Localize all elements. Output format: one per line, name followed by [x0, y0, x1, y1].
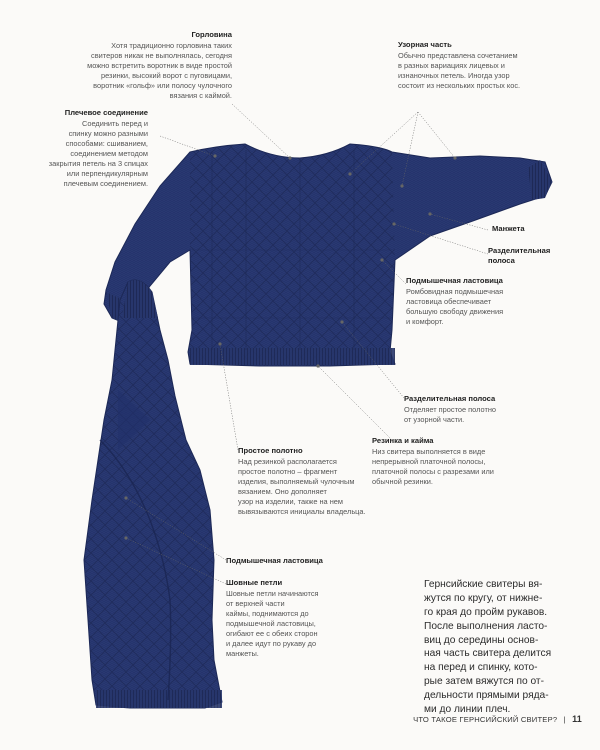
- annotation-title: Узорная часть: [398, 40, 452, 49]
- annotation-text: Низ свитера выполняется в виде: [372, 447, 486, 457]
- annotation-text: непрерывной платочной полосы,: [372, 457, 486, 467]
- body-line: ми до линии плеч.: [424, 703, 511, 715]
- annotation-text: вязания с каймой.: [169, 90, 232, 100]
- annotation-text: обычной резинки.: [372, 476, 433, 486]
- annotation-text: изнаночных петель. Иногда узор: [398, 71, 510, 81]
- annotation-cuff: [492, 224, 572, 235]
- annotation-gusset-top: [406, 276, 546, 327]
- annotation-text: или перпендикулярным: [66, 168, 148, 178]
- body-line: Гернсийские свитеры вя-: [424, 579, 543, 590]
- body-line: виц до середины основ-: [424, 634, 539, 646]
- annotation-title: Подмышечная ластовица: [406, 276, 503, 285]
- annotation-shoulder: [28, 108, 148, 189]
- annotation-text: платочной полосы с разрезами или: [372, 467, 494, 477]
- body-line: рые затем вяжутся по от-: [424, 676, 544, 688]
- annotation-title: Разделительная полоса: [404, 394, 496, 403]
- annotation-text: от верхней части: [226, 599, 285, 609]
- annotation-text: Над резинкой располагается: [238, 457, 337, 467]
- body-line: го края до пройм рукавов.: [424, 606, 548, 618]
- annotation-text: можно встретить воротник в виде простой: [87, 61, 232, 71]
- annotation-title: Резинка и кайма: [372, 436, 434, 445]
- annotation-text: свитеров никак не выполнялась, сегодня: [91, 51, 232, 61]
- annotation-text: и далее идут по рукаву до: [226, 638, 317, 648]
- annotation-text: вывязываются инициалы владельца.: [238, 506, 366, 516]
- annotation-text: от узорной части.: [404, 415, 465, 425]
- annotation-divider-strip-top: [488, 246, 568, 267]
- annotation-text: Ромбовидная подмышечная: [406, 287, 504, 297]
- footer-separator: |: [563, 715, 566, 724]
- annotation-text: способами: сшиванием,: [65, 139, 148, 149]
- annotation-neckline: [62, 30, 232, 101]
- annotation-text: большую свободу движения: [406, 307, 504, 317]
- annotation-text: простое полотно – фрагмент: [238, 467, 338, 477]
- annotation-welt: [372, 436, 552, 487]
- annotation-text: вязанием. Оно дополняет: [238, 486, 327, 496]
- annotation-pattern: [398, 40, 548, 91]
- annotation-title: Подмышечная ластовица: [226, 556, 323, 565]
- annotation-title: Плечевое соединение: [64, 108, 148, 117]
- annotation-text: резинки, высокий ворот с пуговицами,: [101, 70, 232, 80]
- annotation-text: воротник «гольф» или полосу чулочного: [93, 80, 232, 90]
- annotation-text: закрытия петель на 3 спицах: [48, 158, 148, 168]
- page-footer: [413, 714, 582, 724]
- annotation-text: Отделяет простое полотно: [404, 405, 497, 415]
- annotation-text: Шовные петли начинаются: [226, 589, 319, 599]
- annotation-title: Шовные петли: [226, 578, 283, 587]
- annotation-text: Соединить перед и: [82, 119, 148, 129]
- annotation-title: полоса: [488, 256, 515, 266]
- annotation-title: Манжета: [492, 224, 525, 233]
- annotation-divider-strip: [404, 394, 534, 425]
- annotation-text: спинку можно разными: [68, 129, 148, 139]
- annotation-text: ластовица обеспечивает: [406, 297, 492, 307]
- annotation-text: плечевым соединением.: [63, 178, 148, 188]
- body-line: на перед и спинку, кото-: [424, 662, 538, 674]
- annotation-title: Горловина: [191, 30, 232, 39]
- body-line: ная часть свитера делится: [424, 648, 552, 660]
- annotation-text: Хотя традиционно горловина таких: [111, 41, 232, 51]
- annotation-text: манжеты.: [226, 648, 259, 658]
- body-line: После выполнения ласто-: [424, 620, 548, 632]
- annotation-text: подмышечной ластовицы,: [226, 618, 316, 628]
- annotation-text: каймы, поднимаются до: [226, 609, 309, 619]
- body-paragraph: [424, 578, 584, 717]
- annotation-text: огибают ее с обеих сторон: [226, 628, 318, 638]
- body-line: дельности прямыми ряда-: [424, 690, 549, 701]
- annotation-gusset-bottom: [226, 556, 366, 567]
- body-line: жутся по кругу, от нижне-: [424, 592, 543, 604]
- annotation-seam: [226, 578, 366, 659]
- annotation-text: соединением методом: [70, 148, 148, 158]
- annotation-title: Разделительная: [488, 246, 551, 255]
- annotation-text: и комфорт.: [406, 316, 444, 326]
- annotation-plain: [238, 446, 388, 517]
- annotation-title: Простое полотно: [238, 446, 303, 455]
- running-header: ЧТО ТАКОЕ ГЕРНСИЙСКИЙ СВИТЕР?: [413, 715, 558, 724]
- annotation-text: состоит из нескольких простых кос.: [398, 80, 521, 90]
- page-number: 11: [572, 714, 582, 724]
- annotation-text: узор на изделии, также на нем: [238, 496, 343, 506]
- annotation-text: в разных вариациях лицевых и: [398, 61, 505, 71]
- annotation-text: изделия, выполняемый чулочным: [238, 477, 355, 487]
- annotation-text: Обычно представлена сочетанием: [398, 51, 518, 61]
